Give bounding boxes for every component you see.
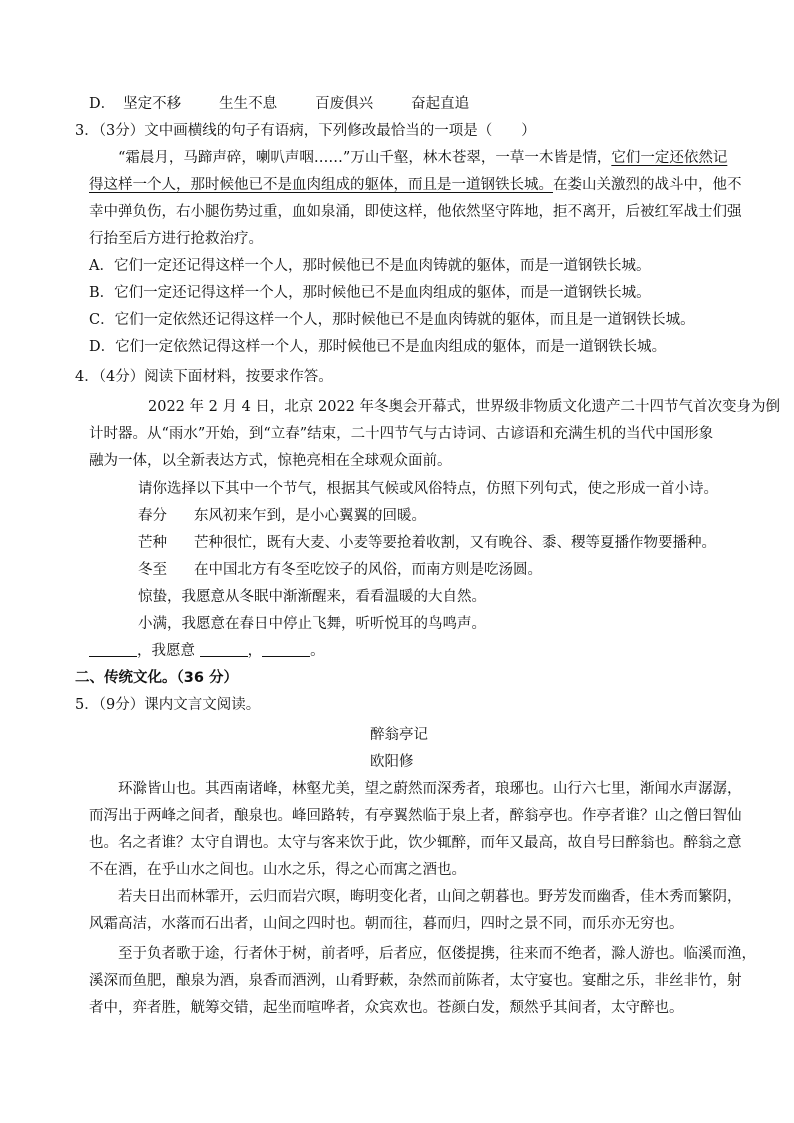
q4-material-line-1: 2022 年 2 月 4 日，北京 2022 年冬奥会开幕式，世界级非物质文化遗产二十四节气首次变身为倒 <box>148 399 781 415</box>
essay-p3-line: 至于负者歌于途，行者休于树，前者呼，后者应，伛偻提携，往来而不绝者，滁人游也。临溪而渔， <box>118 946 756 962</box>
solar-term-desc: 在中国北方有冬至吃饺子的风俗，而南方则是吃汤圆。 <box>194 562 542 578</box>
essay-p1-line: 不在酒，在乎山水之间也。山水之乐，得之心而寓之酒也。 <box>89 862 466 878</box>
q3-option-d: D．它们一定依然记得这样一个人，那时候他已不是血肉组成的躯体，而是一道钢铁长城。 <box>89 339 667 355</box>
essay-p1-line: 也。名之者谁？太守自谓也。太守与客来饮于此，饮少辄醉，而年又最高，故自号曰醉翁也。醉翁之意 <box>89 835 742 851</box>
q2-option-d <box>89 91 507 118</box>
essay-p1-line: 而泻出于两峰之间者，酿泉也。峰回路转，有亭翼然临于泉上者，醉翁亭也。作亭者谁？山之僧曰智仙 <box>89 808 742 824</box>
q3-passage-line-3: 幸中弹负伤，右小腿伤势过重，血如泉涌，即使这样，他依然坚守阵地，拒不离开，后被红军战士们强 <box>89 204 742 220</box>
solar-term-row <box>138 557 542 584</box>
passage-text: 在娄山关激烈的战斗中，他不 <box>553 177 742 193</box>
underlined-sentence: 它们一定还依然记 <box>611 150 728 166</box>
solar-term-name: 冬至 <box>138 562 167 578</box>
q3-option-b: B．它们一定还记得这样一个人，那时候他已不是血肉组成的躯体，而是一道钢铁长城。 <box>89 285 651 301</box>
answer-sep: ， <box>247 643 263 659</box>
option-label: D． <box>89 96 116 112</box>
essay-title: 醉翁亭记 <box>370 727 428 743</box>
solar-term-name: 芒种 <box>138 535 167 551</box>
underlined-sentence: 得这样一个人，那时候他已不是血肉组成的躯体，而且是一道钢铁长城。 <box>89 177 553 193</box>
solar-term-row <box>138 503 426 530</box>
q5-stem: 5．（9分）课内文言文阅读。 <box>75 697 261 713</box>
q4-instruction: 请你选择以下其中一个节气，根据其气候或风俗特点，仿照下列句式，使之形成一首小诗。 <box>138 481 718 497</box>
q4-answer-line <box>89 638 325 665</box>
q4-example-1: 惊蛰，我愿意从冬眠中渐渐醒来，看看温暖的大自然。 <box>138 589 486 605</box>
option-word: 奋起直追 <box>411 96 470 112</box>
q4-material-line-3: 融为一体，以全新表达方式，惊艳亮相在全球观众面前。 <box>89 453 452 469</box>
option-word: 坚定不移 <box>123 96 182 112</box>
solar-term-desc: 东风初来乍到，是小心翼翼的回暖。 <box>194 508 426 524</box>
answer-blank-1[interactable] <box>200 640 248 657</box>
option-word: 生生不息 <box>219 96 278 112</box>
solar-term-name: 春分 <box>138 508 167 524</box>
q3-passage-line-4: 行抬至后方进行抢救治疗。 <box>89 231 263 247</box>
solar-term-row <box>138 530 716 557</box>
essay-author: 欧阳修 <box>370 754 414 770</box>
answer-end: 。 <box>310 643 325 659</box>
essay-p1-line: 环滁皆山也。其西南诸峰，林壑尤美，望之蔚然而深秀者，琅琊也。山行六七里，渐闻水声潺潺， <box>118 781 742 797</box>
q3-option-c: C．它们一定依然还记得这样一个人，那时候他已不是血肉铸就的躯体，而且是一道钢铁长城。 <box>89 312 695 328</box>
essay-p2-line: 若夫日出而林霏开，云归而岩穴暝，晦明变化者，山间之朝暮也。野芳发而幽香，佳木秀而繁阴， <box>118 889 742 905</box>
q4-material-line-2: 计时器。从“雨水”开始，到“立春”结束，二十四节气与古诗词、古谚语和充满生机的当代中国形象 <box>89 426 714 442</box>
option-word: 百废俱兴 <box>315 96 374 112</box>
essay-p2-line: 风霜高洁，水落而石出者，山间之四时也。朝而往，暮而归，四时之景不同，而乐亦无穷也。 <box>89 916 684 932</box>
q3-option-a: A．它们一定还记得这样一个人，那时候他已不是血肉铸就的躯体，而是一道钢铁长城。 <box>89 258 651 274</box>
essay-p3-line: 者中，弈者胜，觥筹交错，起坐而喧哗者，众宾欢也。苍颜白发，颓然乎其间者，太守醉也。 <box>89 1000 684 1016</box>
q4-example-2: 小满，我愿意在春日中停止飞舞，听听悦耳的鸟鸣声。 <box>138 616 486 632</box>
q3-passage-line-2 <box>89 172 742 199</box>
essay-p3-line: 溪深而鱼肥，酿泉为酒，泉香而酒洌，山肴野蔌，杂然而前陈者，太守宴也。宴酣之乐，非丝非竹，射 <box>89 973 742 989</box>
passage-text: “霜晨月，马蹄声碎，喇叭声咽……”万山千壑，林木苍翠，一草一木皆是情， <box>118 150 612 166</box>
q3-stem: 3．（3分）文中画横线的句子有语病，下列修改最恰当的一项是（ ） <box>75 123 536 139</box>
q4-stem: 4．（4分）阅读下面材料，按要求作答。 <box>75 369 333 385</box>
section-heading: 二、传统文化。（36 分） <box>75 670 238 686</box>
answer-blank-2[interactable] <box>262 640 310 657</box>
answer-blank-term[interactable] <box>89 640 137 657</box>
answer-sep: ，我愿意 <box>137 643 195 659</box>
solar-term-desc: 芒种很忙，既有大麦、小麦等要抢着收割，又有晚谷、黍、稷等夏播作物要播种。 <box>194 535 716 551</box>
q3-passage-line-1 <box>118 145 727 172</box>
